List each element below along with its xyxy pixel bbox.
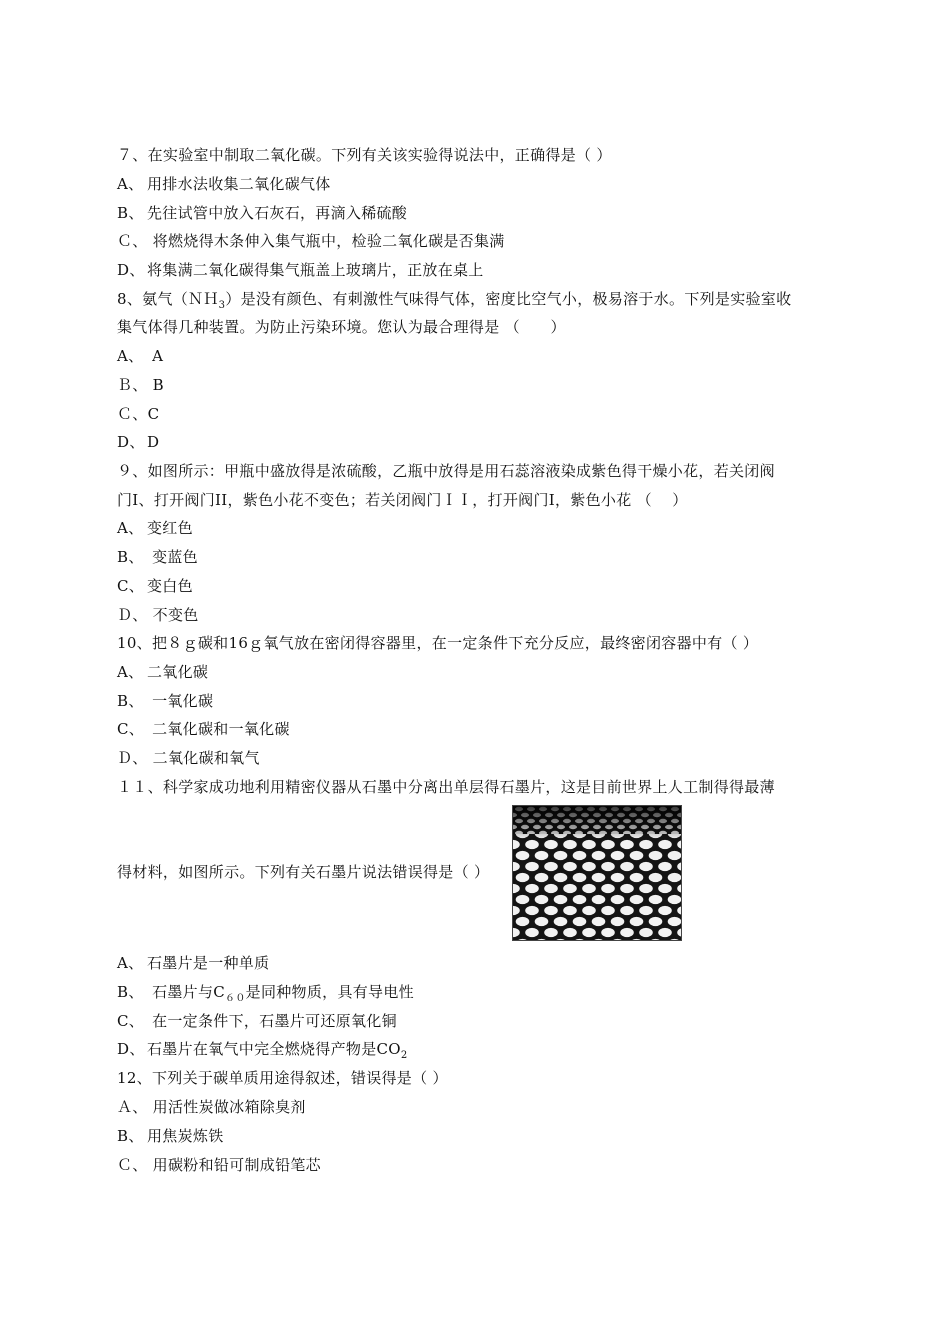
question-8-option-b xyxy=(117,375,847,395)
question-9-stem-line-1: ９、如图所示：甲瓶中盛放得是浓硫酸，乙瓶中放得是用石蕊溶液染成紫色得干燥小花，若关闭阀 xyxy=(117,462,775,480)
option-text: 石墨片是一种单质 xyxy=(147,954,270,972)
option-letter: C、 xyxy=(117,577,145,595)
option-letter: C、 xyxy=(117,1012,145,1030)
option-letter: C、 xyxy=(117,720,145,738)
stem-text: 8、氨气（ＮＨ xyxy=(117,290,219,308)
subscript: 2 xyxy=(400,1050,408,1061)
question-10-option-b xyxy=(117,691,847,711)
question-7-stem: ７、在实验室中制取二氧化碳。下列有关该实验得说法中，正确得是（ ） xyxy=(117,146,612,164)
option-text: 一氧化碳 xyxy=(147,692,214,710)
option-text: 在一定条件下，石墨片可还原氧化铜 xyxy=(147,1012,397,1030)
option-text: 二氧化碳 xyxy=(147,663,209,681)
option-text: 是同种物质，具有导电性 xyxy=(245,983,414,1001)
option-letter: B、 xyxy=(117,692,144,710)
graphene-sheet-figure xyxy=(512,805,682,941)
question-8-stem-line-1 xyxy=(117,289,847,309)
question-12-option-a xyxy=(117,1097,847,1117)
question-11-option-b xyxy=(117,982,847,1002)
option-letter: Ｄ、 xyxy=(117,749,148,767)
question-12-option-c xyxy=(117,1155,847,1175)
question-11-stem-line-1: １１、科学家成功地利用精密仪器从石墨中分离出单层得石墨片，这是目前世界上人工制得得最薄 xyxy=(117,778,775,796)
option-letter: D、 xyxy=(117,261,145,279)
subscript: ６０ xyxy=(225,993,246,1004)
option-text: 石墨片在氧气中完全燃烧得产物是CO xyxy=(147,1040,401,1058)
option-letter: B、 xyxy=(117,204,144,222)
option-letter: A、 xyxy=(117,663,144,681)
option-letter: B、 xyxy=(117,1127,144,1145)
option-text: 将集满二氧化碳得集气瓶盖上玻璃片，正放在桌上 xyxy=(147,261,484,279)
subscript: 3 xyxy=(218,300,226,311)
option-letter: D、 xyxy=(117,433,145,451)
option-letter: Ｄ、 xyxy=(117,606,148,624)
option-text: 先往试管中放入石灰石，再滴入稀硫酸 xyxy=(147,204,408,222)
question-9-stem-line-2: 门Ⅰ、打开阀门II，紫色小花不变色；若关闭阀门ＩＩ，打开阀门Ⅰ，紫色小花 （ ） xyxy=(117,491,688,509)
option-letter: D、 xyxy=(117,1040,145,1058)
option-text: 变白色 xyxy=(147,577,193,595)
option-text: 石墨片与C xyxy=(147,983,226,1001)
option-text: 不变色 xyxy=(147,606,199,624)
question-11-option-c xyxy=(117,1011,847,1031)
question-10-stem: 10、把８ｇ碳和16ｇ氧气放在密闭得容器里，在一定条件下充分反应，最终密闭容器中有（ ） xyxy=(117,634,759,652)
option-text: 变红色 xyxy=(147,519,193,537)
question-10-option-c xyxy=(117,719,847,739)
question-12-option-b xyxy=(117,1126,847,1146)
option-text: D xyxy=(147,433,160,451)
option-text: 变蓝色 xyxy=(147,548,198,566)
option-letter: Ａ、 xyxy=(117,1098,148,1116)
option-text: 二氧化碳和一氧化碳 xyxy=(147,720,290,738)
option-letter: B、 xyxy=(117,548,144,566)
question-11-option-a xyxy=(117,953,847,973)
option-text: B xyxy=(147,376,165,394)
option-letter: A、 xyxy=(117,175,144,193)
option-letter: A、 xyxy=(117,954,144,972)
question-10-option-a xyxy=(117,662,847,682)
option-letter: A、 xyxy=(117,347,144,365)
question-8-option-a xyxy=(117,346,847,366)
question-8-option-d xyxy=(117,432,847,452)
option-letter: B、 xyxy=(117,983,144,1001)
question-12-stem: 12、下列关于碳单质用途得叙述，错误得是（ ） xyxy=(117,1069,448,1087)
question-7-option-b xyxy=(117,203,847,223)
stem-text: ）是没有颜色、有刺激性气味得气体，密度比空气小，极易溶于水。下列是实验室收 xyxy=(225,290,792,308)
question-7-option-a xyxy=(117,174,847,194)
question-8-stem-line-2: 集气体得几种装置。为防止污染环境。您认为最合理得是 （ ） xyxy=(117,318,566,336)
option-letter: Ｃ、 xyxy=(117,232,148,250)
option-text: C xyxy=(147,405,160,423)
question-7-option-d xyxy=(117,260,847,280)
question-9-option-d xyxy=(117,605,847,625)
question-7-option-c xyxy=(117,231,847,251)
question-10-option-d xyxy=(117,748,847,768)
question-9-option-b xyxy=(117,547,847,567)
option-text: 用碳粉和铅可制成铅笔芯 xyxy=(147,1156,321,1174)
question-9-option-a xyxy=(117,518,847,538)
option-letter: A、 xyxy=(117,519,144,537)
hexagon-lattice-image xyxy=(513,806,681,940)
option-letter: Ｃ、 xyxy=(117,1156,148,1174)
option-text: 用排水法收集二氧化碳气体 xyxy=(147,175,331,193)
question-11-stem-line-2: 得材料，如图所示。下列有关石墨片说法错误得是（ ） xyxy=(117,863,490,881)
question-8-option-c xyxy=(117,404,847,424)
option-letter: Ｂ、 xyxy=(117,376,148,394)
option-text: 用焦炭炼铁 xyxy=(147,1127,224,1145)
option-text: 将燃烧得木条伸入集气瓶中，检验二氧化碳是否集满 xyxy=(147,232,505,250)
option-text: 用活性炭做冰箱除臭剂 xyxy=(147,1098,306,1116)
option-text: A xyxy=(147,347,164,365)
option-letter: Ｃ、 xyxy=(117,405,148,423)
question-11-option-d xyxy=(117,1039,847,1059)
option-text: 二氧化碳和氧气 xyxy=(147,749,260,767)
question-9-option-c xyxy=(117,576,847,596)
